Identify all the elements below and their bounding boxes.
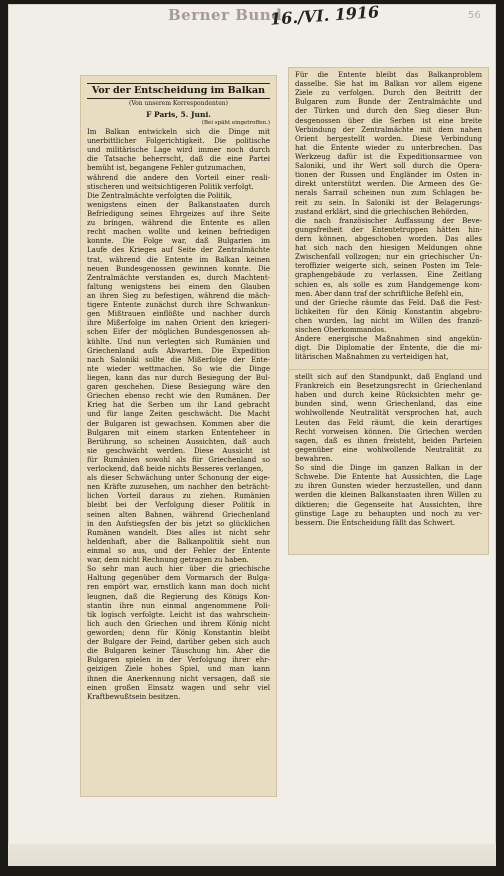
text-line: liegen, kann das nur durch Besiegung der Bul- <box>87 373 270 382</box>
text-line: zu ihren Gunsten wieder herzustellen, und dann <box>295 482 482 491</box>
text-line: und militärische Lage wird immer noch durch <box>87 146 270 155</box>
text-line: lichen Vorteil daraus zu ziehen. Rumänien <box>87 492 270 501</box>
text-line: zu bringen, während die Entente es allen <box>87 219 270 228</box>
clipping-column-right-bottom <box>289 370 488 554</box>
text-line: So sehr man auch hier über die griechische <box>87 565 270 574</box>
text-line: einen großen Einsatz wagen und sehr viel <box>87 683 270 692</box>
text-line: zustand erklärt, sind die griechischen Behörden, <box>295 207 469 216</box>
text-line: kühlte. Und nun verlegten sich Rumänien und <box>87 337 270 346</box>
text-line: und der Grieche räumte das Feld. Daß die Fest- <box>295 298 482 307</box>
text-line: für Rumänien sowohl als für Griechenland so <box>87 455 270 464</box>
text-line: Frankreich ein Besetzungsrecht in Griechenland <box>295 382 482 391</box>
text-line: dasselbe. Sie hat im Balkan vor allem eigene <box>295 80 482 89</box>
text-line: tigere Entente zunächst durch ihre Schwankun- <box>87 301 270 310</box>
text-line: bemüht ist, begangene Fehler gutzumachen, <box>87 164 246 173</box>
text-line: men. Aber dann traf der schriftliche Befehl ein, <box>295 289 464 298</box>
text-line: geworden; denn für König Konstantin bleibt <box>87 629 270 638</box>
archive-number: 56 <box>468 10 481 21</box>
text-line: günstige Lage zu behaupten und noch zu ver- <box>295 509 482 518</box>
text-line: digt. Die Diplomatie der Entente, die die mi- <box>295 344 482 353</box>
text-line: trat, während die Entente im Balkan keinen <box>87 255 270 264</box>
text-line: Für die Entente bleibt das Balkanproblem <box>295 71 482 79</box>
text-line: Die Zentralmächte verfolgten die Politik, <box>87 191 233 200</box>
article-body-left <box>87 128 270 702</box>
article-note: (Bei späht eingetroffen.) <box>201 120 270 126</box>
text-line: haben und durch keine Rücksichten mehr ge- <box>295 391 482 400</box>
text-line: schen Eifer der möglichen Bundesgenossen ab- <box>87 328 270 337</box>
newspaper-stamp: Berner Bund <box>168 6 283 24</box>
text-line: recht machen wollte und keinen befriedigen <box>87 228 270 237</box>
article-body-right-bottom <box>295 373 482 528</box>
text-line: nen Kräfte zuzusehen, um nachher den beträcht- <box>87 483 270 492</box>
clipping-column-right-top <box>289 68 488 370</box>
text-line: Kraftbewußtsein besitzen. <box>87 692 181 701</box>
text-line: lich auch den Griechen und ihrem König nicht <box>87 619 270 628</box>
text-line: direkt unterstützt werden. Die Armeen des Ge- <box>295 180 482 189</box>
clipping-column-left <box>81 76 276 796</box>
text-line: gegenüber eine wohlwollende Neutralität zu <box>295 445 482 454</box>
text-line: bewahren. <box>295 454 333 463</box>
text-line: nerals Sarrail scheinen nun zum Schlagen be- <box>295 189 482 198</box>
text-line: Orient hergestellt worden. Diese Verbindung <box>295 134 482 143</box>
text-line: nach Saloniki sollte die Mißerfolge der Ente- <box>87 355 270 364</box>
text-line: sie geschwächt werden. Diese Aussicht ist <box>87 446 270 455</box>
text-line: hat die Entente wieder zu unterbrechen. Das <box>295 143 482 152</box>
text-line: tik logisch verfolgte. Leicht ist das wahrschein- <box>87 610 270 619</box>
text-line: stantin ihre nun einmal angenommene Poli- <box>87 601 270 610</box>
text-line: sischen Oberkommandos. <box>295 326 387 335</box>
text-line: Rumänen wandelt. Dies alles ist nicht sehr <box>87 528 270 537</box>
article-dateline: F Paris, 5. Juni. <box>146 110 211 119</box>
text-line: in den Aufstiegsfen der bis jetzt so glücklichen <box>87 519 270 528</box>
text-line: Recht vorweisen können. Die Griechen werden <box>295 427 482 436</box>
text-line: als dieser Schwächung unter Schonung der eige- <box>87 474 270 483</box>
text-line: So sind die Dinge im ganzen Balkan in der <box>295 464 482 473</box>
text-line: Andere energische Maßnahmen sind angekün- <box>295 335 482 344</box>
text-line: die Bulgaren keiner Täuschung hin. Aber die <box>87 647 270 656</box>
text-line: Bulgaren mit einem starken Ententeheer in <box>87 428 270 437</box>
text-line: Verbindung der Zentralmächte mit dem nahen <box>295 125 482 134</box>
text-line: werden die kleinen Balkanstaaten ihren Willen zu <box>295 491 482 500</box>
text-line: einmal so aus, und der Fehler der Entente <box>87 547 270 556</box>
text-line: bleibt bei der Verfolgung dieser Politik in <box>87 501 270 510</box>
text-line: der Türken und durch den Sieg dieser Bun- <box>295 107 482 116</box>
text-line: desgenossen über die Serben ist eine breite <box>295 116 482 125</box>
text-line: der Bulgare der Feind, darüber geben sich auch <box>87 638 270 647</box>
text-line: war, dem nicht Rechnung getragen zu haben. <box>87 556 249 565</box>
handwritten-date: 16./VI. 1916 <box>269 2 380 29</box>
text-line: Griechen ebenso recht wie den Rumänen. Der <box>87 392 270 401</box>
text-line: lichkeiten für den König Konstantin abgebro- <box>295 307 482 316</box>
text-line: bunden sind, wenn Griechenland, das eine <box>295 400 482 409</box>
text-line: gen Mißtrauen einflößte und nachher durch <box>87 310 270 319</box>
text-line: schien es, als solle es zum Handgemenge kom- <box>295 280 482 289</box>
article-subhead: (Von unserem Korrespondenten) <box>129 100 228 107</box>
text-line: stischeren und weitsichtigeren Politik verfolgt. <box>87 182 254 191</box>
text-line: chen wurden, lag nicht im Willen des franzö- <box>295 316 482 325</box>
text-line: bessern. Die Entscheidung fällt das Schwert. <box>295 518 456 527</box>
text-line: diktieren; die Gegenseite hat Aussichten, ihre <box>295 500 482 509</box>
text-line: heldenhaft, aber die Balkanpolitik sieht nun <box>87 537 270 546</box>
text-line: stellt sich auf den Standpunkt, daß England und <box>295 373 482 381</box>
text-line: teroffizier weigerte sich, seinen Posten im Tele- <box>295 262 482 271</box>
text-line: seinen alten Bahnen, während Griechenland <box>87 510 270 519</box>
text-line: graphengebäude zu verlassen. Eine Zeitlang <box>295 271 482 280</box>
text-line: dern können, abgeschoben worden. Das alles <box>295 234 482 243</box>
article-headline: Vor der Entscheidung im Balkan <box>87 83 270 99</box>
text-line: hat sich nach den hiesigen Meldungen ohne <box>295 244 482 253</box>
text-line: tionen der Russen und Engländer im Osten in- <box>295 171 482 180</box>
text-line: Saloniki, und ihr Wert soll durch die Opera- <box>295 162 482 171</box>
text-line: Zwischenfall vollzogen; nur ein griechischer Un- <box>295 253 482 262</box>
text-line: Griechenland aufs Abwarten. Die Expedition <box>87 346 270 355</box>
text-line: neuen Bundesgenossen gewinnen konnte. Die <box>87 264 270 273</box>
text-line: Laufe des Krieges auf Seite der Zentralmächte <box>87 246 270 255</box>
text-line: Leuten das Feld räumt, die kein derartiges <box>295 418 482 427</box>
text-line: ren empört war, ernstlich kann man doch nicht <box>87 583 270 592</box>
text-line: Werkzeug dafür ist die Expeditionsarmee von <box>295 152 482 161</box>
text-line: litärischen Maßnahmen zu verteidigen hat, <box>295 353 449 362</box>
text-line: an ihren Sieg zu befestigen, während die mäch- <box>87 291 270 300</box>
text-line: unerbittlicher Folgerichtigkeit. Die politische <box>87 137 270 146</box>
text-line: wohlwollende Neutralität versprochen hat, auch <box>295 409 482 418</box>
article-body-right-top <box>295 71 482 363</box>
text-line: während die andere den Vorteil einer reali- <box>87 173 270 182</box>
text-line: garen geschehen. Diese Besiegung wäre den <box>87 383 270 392</box>
text-line: verlockend, daß beide nichts Besseres verlangen, <box>87 465 264 474</box>
text-line: Zentralmächte verstanden es, durch Machtent- <box>87 273 270 282</box>
text-line: und für lange Zeiten geschwächt. Die Macht <box>87 410 270 419</box>
text-line: Krieg hat die Serben um ihr Land gebracht <box>87 401 270 410</box>
text-line: reit zu sein. In Saloniki ist der Belagerungs- <box>295 198 482 207</box>
text-line: nte wieder wettmachen. So wie die Dinge <box>87 364 270 373</box>
text-line: Im Balkan entwickeln sich die Dinge mit <box>87 128 270 136</box>
text-line: konnte. Die Folge war, daß Bulgarien im <box>87 237 270 246</box>
text-line: faltung wenigstens bei einem den Glauben <box>87 282 270 291</box>
text-line: leugnen, daß die Regierung des Königs Kon- <box>87 592 270 601</box>
text-line: geizigen Ziele hohes Spiel, und man kann <box>87 665 270 674</box>
text-line: ihre Mißerfolge im nahen Orient den kriegeri- <box>87 319 270 328</box>
text-line: Schwebe. Die Entente hat Aussichten, die Lage <box>295 473 482 482</box>
text-line: Berührung, so scheinen Aussichten, daß auch <box>87 437 270 446</box>
text-line: Ziele zu verfolgen. Durch den Beitritt der <box>295 89 482 98</box>
text-line: wenigstens einen der Balkanstaaten durch <box>87 200 270 209</box>
text-line: ihnen die Anerkennung nicht versagen, daß sie <box>87 674 270 683</box>
text-line: Bulgaren zum Bunde der Zentralmächte und <box>295 98 482 107</box>
text-line: die Tatsache beherrscht, daß die eine Partei <box>87 155 270 164</box>
text-line: Haltung gegenüber dem Vormarsch der Bulga- <box>87 574 270 583</box>
text-line: der Bulgaren ist gewachsen. Kommen aber die <box>87 419 270 428</box>
text-line: Bulgaren spielen in der Verfolgung ihrer ehr- <box>87 656 270 665</box>
text-line: die nach französischer Auffassung der Beve- <box>295 216 482 225</box>
text-line: sagen, daß es ihnen freisteht, beiden Parteien <box>295 436 482 445</box>
text-line: Befriedigung seines Ehrgeizes auf ihre Seite <box>87 209 270 218</box>
text-line: gungsfreiheit der Ententetruppen hätten hin- <box>295 225 482 234</box>
